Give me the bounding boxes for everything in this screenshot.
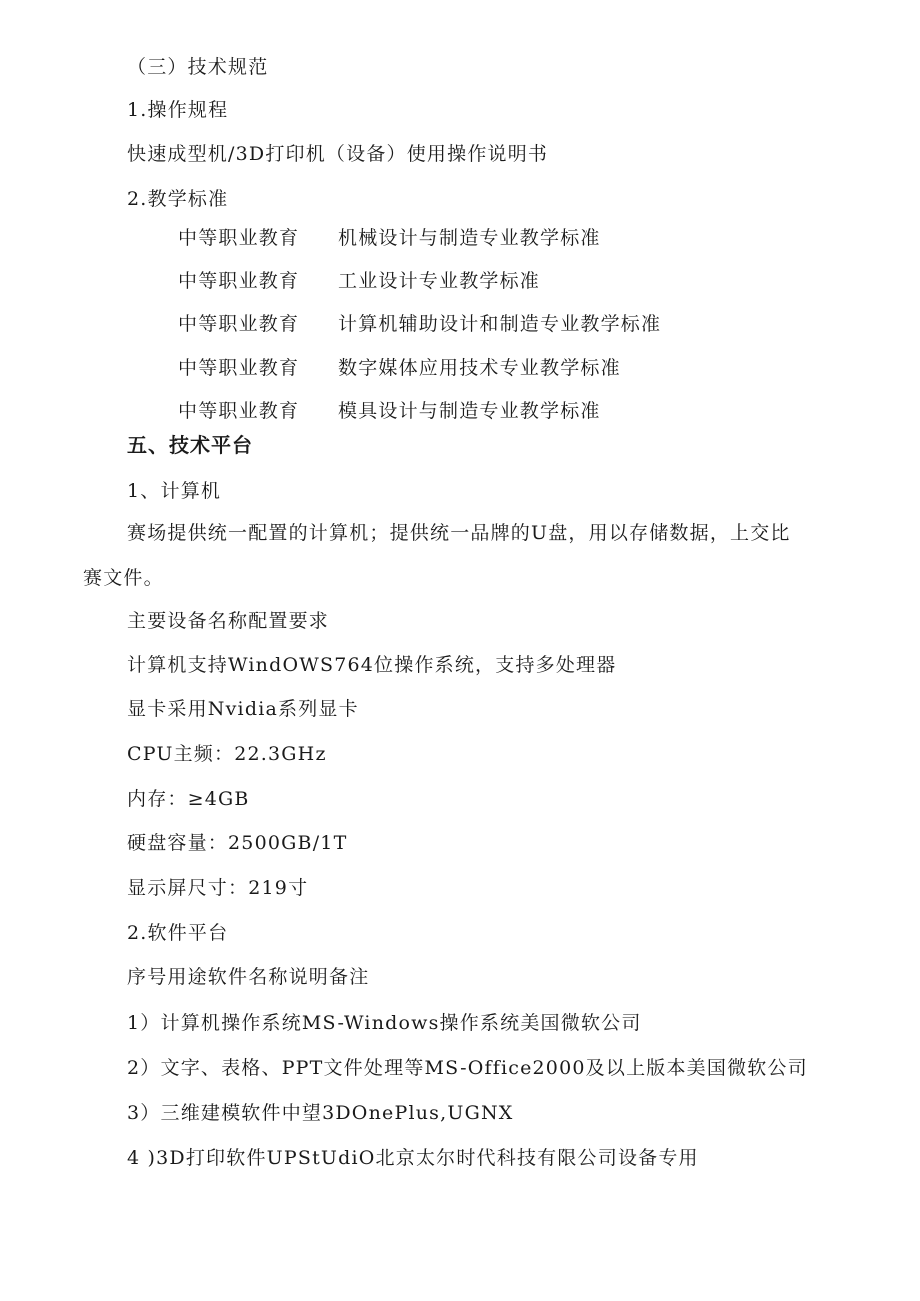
software-item: 3）三维建模软件中望3DOnePlus,UGNX xyxy=(127,1102,514,1124)
subsection-title-tech-specs: （三）技术规范 xyxy=(127,56,269,78)
standard-name: 模具设计与制造专业教学标准 xyxy=(338,400,601,422)
computer-paragraph-line2: 赛文件。 xyxy=(83,567,164,589)
software-item: 4 )3D打印软件UPStUdiO北京太尔时代科技有限公司设备专用 xyxy=(127,1147,699,1169)
spec-item: CPU主频：22.3GHz xyxy=(127,743,327,765)
software-item: 2）文字、表格、PPT文件处理等MS-Office2000及以上版本美国微软公司 xyxy=(127,1057,808,1079)
standard-name: 机械设计与制造专业教学标准 xyxy=(338,227,601,249)
item-title-operating-procedures: 1.操作规程 xyxy=(127,99,229,121)
standard-org: 中等职业教育 xyxy=(178,400,300,422)
standard-name: 数字媒体应用技术专业教学标准 xyxy=(338,357,621,379)
item-title-computer: 1、计算机 xyxy=(127,480,222,502)
spec-item: 计算机支持WindOWS764位操作系统，支持多处理器 xyxy=(127,654,617,676)
standard-org: 中等职业教育 xyxy=(178,227,300,249)
item-title-software-platform: 2.软件平台 xyxy=(127,922,229,944)
software-item: 1）计算机操作系统MS-Windows操作系统美国微软公司 xyxy=(127,1012,642,1034)
item-title-teaching-standards: 2.教学标准 xyxy=(127,188,229,210)
spec-table-header: 主要设备名称配置要求 xyxy=(127,610,330,632)
software-table-header: 序号用途软件名称说明备注 xyxy=(127,966,370,988)
standard-org: 中等职业教育 xyxy=(178,313,300,335)
standard-org: 中等职业教育 xyxy=(178,270,300,292)
spec-item: 内存：≥4GB xyxy=(127,788,250,810)
standard-name: 工业设计专业教学标准 xyxy=(338,270,541,292)
spec-item: 显示屏尺寸：219寸 xyxy=(127,877,309,899)
spec-item: 显卡采用Nvidia系列显卡 xyxy=(127,698,359,720)
spec-item: 硬盘容量：2500GB/1T xyxy=(127,832,348,854)
section-heading-tech-platform: 五、技术平台 xyxy=(127,433,253,457)
standard-org: 中等职业教育 xyxy=(178,357,300,379)
operating-manual-text: 快速成型机/3D打印机（设备）使用操作说明书 xyxy=(127,143,549,165)
standard-name: 计算机辅助设计和制造专业教学标准 xyxy=(338,313,662,335)
computer-paragraph-line1: 赛场提供统一配置的计算机；提供统一品牌的U盘，用以存储数据，上交比 xyxy=(127,522,791,544)
